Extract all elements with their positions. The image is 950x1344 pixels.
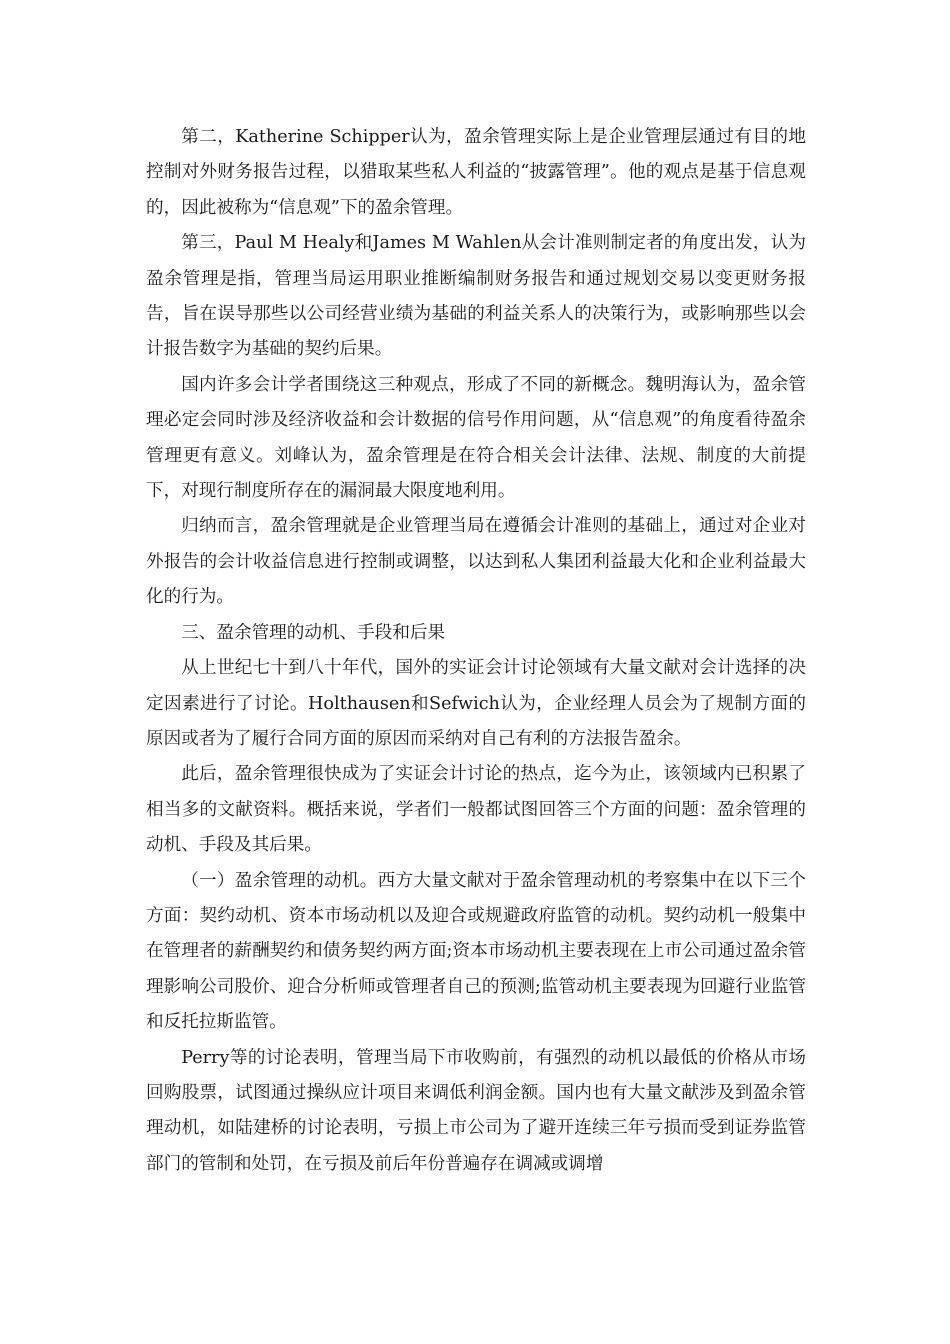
document-body (146, 120, 806, 1182)
paragraph-perry: Perry等的讨论表明，管理当局下市收购前，有强烈的动机以最低的价格从市场回购股票，试图通过操纵应计项目来调低利润金额。国内也有大量文献涉及到盈余管理动机，如陆建桥的讨论表明，亏损上市公司为了避开连续三年亏损而受到证券监管部门的管制和处罚，在亏损及前后年份普遍存在调减或调增 (146, 1047, 806, 1174)
paragraph-domestic-scholars: 国内许多会计学者围绕这三种观点，形成了不同的新概念。魏明海认为，盈余管理必定会同时涉及经济收益和会计数据的信号作用问题，从“信息观”的角度看待盈余管理更有意义。刘峰认为，盈余管理是在符合相关会计法律、法规、制度的大前提下，对现行制度所存在的漏洞最大限度地利用。 (146, 374, 806, 502)
paragraph-summary: 归纳而言，盈余管理就是企业管理当局在遵循会计准则的基础上，通过对企业对外报告的会计收益信息进行控制或调整，以达到私人集团利益最大化和企业利益最大化的行为。 (146, 516, 806, 608)
paragraph-motives: （一）盈余管理的动机。西方大量文献对于盈余管理动机的考察集中在以下三个方面：契约动机、资本市场动机以及迎合或规避政府监管的动机。契约动机一般集中在管理者的薪酬契约和债务契约两方面;资本市场动机主要表现在上市公司通过盈余管理影响公司股价、迎合分析师或管理者自己的预测;监管动机主要表现为回避行业监管和反托拉斯监管。 (146, 870, 806, 1033)
section-heading: 三、盈余管理的动机、手段和后果 (181, 622, 446, 643)
paragraph-healy-wahlen: 第三，Paul M Healy和James M Wahlen从会计准则制定者的角度出发，认为盈余管理是指，管理当局运用职业推断编制财务报告和通过规划交易以变更财务报告，旨在误导那些以公司经营业绩为基础的利益关系人的决策行为，或影响那些以会计报告数字为基础的契约后果。 (146, 233, 806, 360)
paragraph-holthausen: 从上世纪七十到八十年代，国外的实证会计讨论领域有大量文献对会计选择的决定因素进行了讨论。Holthausen和Sefwich认为，企业经理人员会为了规制方面的原因或者为了履行合同方面的原因而采纳对自己有利的方法报告盈余。 (146, 658, 806, 749)
paragraph-schipper: 第二，Katherine Schipper认为，盈余管理实际上是企业管理层通过有目的地控制对外财务报告过程，以猎取某些私人利益的“披露管理”。他的观点是基于信息观的，因此被称为“信息观”下的盈余管理。 (146, 127, 806, 218)
paragraph-research-hotspot: 此后，盈余管理很快成为了实证会计讨论的热点，迄今为止，该领域内已积累了相当多的文献资料。概括来说，学者们一般都试图回答三个方面的问题：盈余管理的动机、手段及其后果。 (146, 764, 806, 856)
